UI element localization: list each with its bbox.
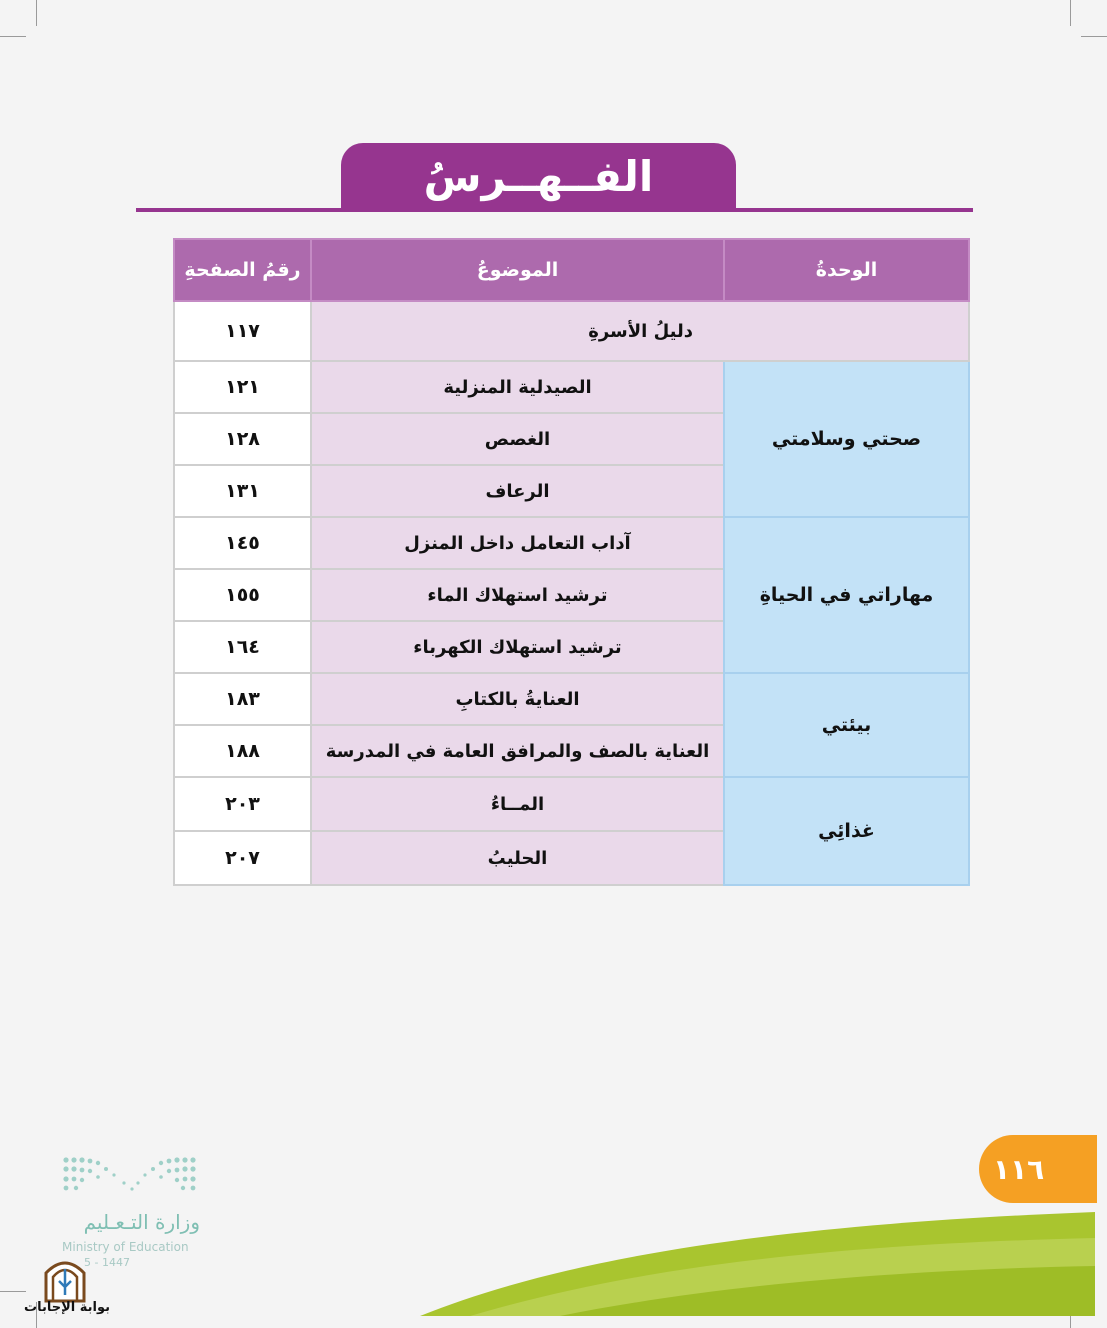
page-number-cell: ١١٧ xyxy=(174,301,311,361)
page-number-cell: ١٤٥ xyxy=(174,517,311,569)
contents-table xyxy=(173,238,970,886)
table-row xyxy=(174,777,969,831)
topic-cell: الغصص xyxy=(311,413,724,465)
crop-mark xyxy=(1081,36,1107,37)
topic-cell: ترشيد استهلاك الماء xyxy=(311,569,724,621)
page-number-cell: ١٦٤ xyxy=(174,621,311,673)
table-row xyxy=(174,517,969,569)
page-number-cell: ١٨٨ xyxy=(174,725,311,777)
page-number-badge xyxy=(979,1135,1097,1203)
ministry-name-english: Ministry of Education xyxy=(62,1240,189,1254)
table-row xyxy=(174,673,969,725)
page-number-cell: ١٣١ xyxy=(174,465,311,517)
topic-cell: الحليبُ xyxy=(311,831,724,885)
header-topic: الموضوعُ xyxy=(311,239,724,301)
topic-cell: الرعاف xyxy=(311,465,724,517)
topic-cell: الصيدلية المنزلية xyxy=(311,361,724,413)
page-number-cell: ١٢٨ xyxy=(174,413,311,465)
crop-mark xyxy=(0,36,26,37)
ministry-logo-icon xyxy=(62,1155,197,1197)
unit-cell: بيئتي xyxy=(724,673,969,777)
page-number-cell: ١٢١ xyxy=(174,361,311,413)
topic-cell: ترشيد استهلاك الكهرباء xyxy=(311,621,724,673)
table-header-row xyxy=(174,239,969,301)
page-number-cell: ٢٠٧ xyxy=(174,831,311,885)
crop-mark xyxy=(36,0,37,26)
topic-cell: العنايةُ بالكتابِ xyxy=(311,673,724,725)
topic-cell: العناية بالصف والمرافق العامة في المدرسة xyxy=(311,725,724,777)
page-title: الفــهــرسُ xyxy=(423,151,654,201)
page-number-cell: ١٨٣ xyxy=(174,673,311,725)
unit-cell: مهاراتي في الحياةِ xyxy=(724,517,969,673)
header-unit: الوحدةُ xyxy=(724,239,969,301)
page-number: ١١٦ xyxy=(993,1152,1045,1186)
topic-cell: آداب التعامل داخل المنزل xyxy=(311,517,724,569)
intro-topic: دليلُ الأسرةِ xyxy=(311,301,969,361)
unit-cell: صحتي وسلامتي xyxy=(724,361,969,517)
table-row xyxy=(174,301,969,361)
page-number-cell: ٢٠٣ xyxy=(174,777,311,831)
title-tab xyxy=(341,143,736,209)
page-number-cell: ١٥٥ xyxy=(174,569,311,621)
ministry-name-arabic: وزارة التـعـليم xyxy=(83,1210,200,1234)
header-page: رقمُ الصفحةِ xyxy=(174,239,311,301)
watermark-text: بوابة الإجابات xyxy=(24,1300,110,1315)
topic-cell: المــاءُ xyxy=(311,777,724,831)
unit-cell: غذائِي xyxy=(724,777,969,885)
table-row xyxy=(174,361,969,413)
ministry-year: 5 - 1447 xyxy=(84,1256,130,1269)
crop-mark xyxy=(1070,0,1071,26)
title-rule xyxy=(136,208,973,212)
gate-logo-icon xyxy=(42,1255,88,1303)
